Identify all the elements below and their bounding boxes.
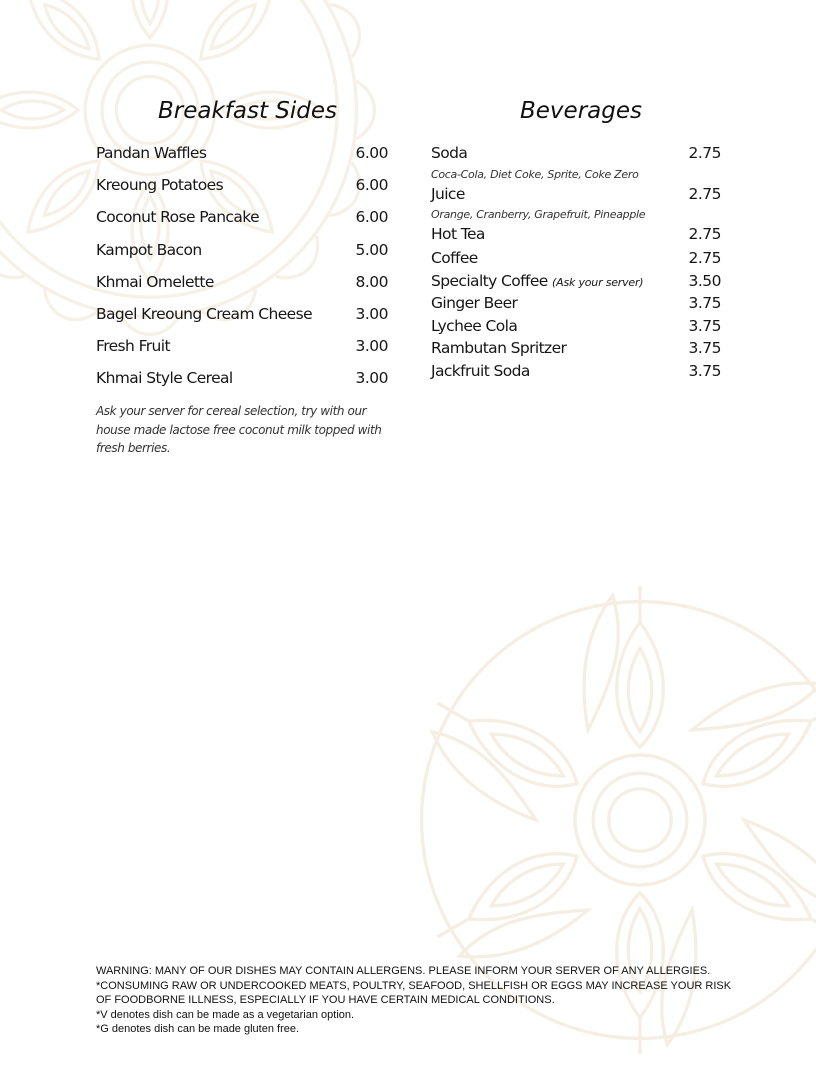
- menu-item: [431, 225, 721, 249]
- allergen-warning: WARNING: MANY OF OUR DISHES MAY CONTAIN ALLERGENS. PLEASE INFORM YOUR SERVER OF ANY ALLERGIES.: [96, 965, 711, 977]
- menu-item: [431, 185, 721, 208]
- item-name: Lychee Cola: [431, 316, 518, 335]
- item-price: 3.75: [688, 316, 721, 335]
- item-name: Juice: [431, 184, 465, 203]
- menu-item: [431, 249, 721, 272]
- menu-item: [431, 362, 721, 385]
- menu-item: [431, 294, 721, 317]
- item-price: 3.75: [688, 339, 721, 357]
- item-name: Khmai Style Cereal: [96, 369, 233, 388]
- gluten-free-legend: *G denotes dish can be made gluten free.: [96, 1023, 300, 1036]
- vegetarian-legend: *V denotes dish can be made as a vegetarian option.: [96, 1008, 355, 1021]
- beverages-list: [431, 144, 721, 384]
- item-price: 3.00: [355, 304, 388, 323]
- item-price: 3.00: [355, 337, 388, 356]
- menu-item: [431, 339, 721, 362]
- item-name: Kampot Bacon: [96, 240, 202, 259]
- item-name: Bagel Kreoung Cream Cheese: [96, 304, 313, 323]
- menu-item: [96, 369, 388, 401]
- item-name: Kreoung Potatoes: [96, 176, 224, 195]
- menu-item: [96, 305, 388, 337]
- item-name: Hot Tea: [431, 225, 485, 243]
- item-price: 3.00: [355, 369, 388, 388]
- consumption-warning-continued: OF FOODBORNE ILLNESS, ESPECIALLY IF YOU HAVE CERTAIN MEDICAL CONDITIONS.: [96, 994, 555, 1007]
- item-price: 3.75: [688, 361, 721, 380]
- menu-item: [96, 273, 388, 305]
- item-price: 6.00: [355, 208, 388, 227]
- item-price: 2.75: [688, 184, 721, 203]
- item-name: Ginger Beer: [431, 294, 518, 312]
- item-name: Fresh Fruit: [96, 337, 170, 356]
- item-price: 2.75: [688, 144, 721, 162]
- beverages-title: Beverages: [520, 98, 642, 124]
- item-description: Coca-Cola, Diet Coke, Sprite, Coke Zero: [431, 167, 639, 181]
- item-name: Jackfruit Soda: [431, 361, 530, 380]
- item-price: 3.75: [688, 294, 721, 312]
- item-name-group: [431, 272, 643, 290]
- item-price: 6.00: [355, 144, 388, 162]
- item-name: Rambutan Spritzer: [431, 339, 567, 357]
- menu-item: [96, 208, 388, 240]
- item-price: 5.00: [355, 240, 388, 259]
- menu-item: [431, 317, 721, 340]
- item-price: 3.50: [688, 271, 721, 290]
- item-aside: (Ask your server): [552, 275, 644, 289]
- item-price: 6.00: [355, 176, 388, 195]
- item-price: 2.75: [688, 249, 721, 267]
- consumption-warning: *CONSUMING RAW OR UNDERCOOKED MEATS, POULTRY, SEAFOOD, SHELLFISH OR EGGS MAY INCREASE YOUR RISK: [96, 979, 732, 992]
- menu-item: [431, 272, 721, 295]
- item-name: Coffee: [431, 249, 478, 267]
- item-price: 2.75: [688, 225, 721, 243]
- cereal-note: Ask your server for cereal selection, try with our house made lactose free coconut milk topped with fresh berries.: [96, 404, 382, 455]
- menu-item: [96, 337, 388, 369]
- menu-item: [96, 241, 388, 273]
- menu-item: [431, 144, 721, 167]
- item-name: Pandan Waffles: [96, 144, 207, 162]
- item-name: Soda: [431, 144, 468, 162]
- breakfast-sides-title: Breakfast Sides: [158, 98, 338, 124]
- allergen-disclaimer: [96, 964, 736, 1037]
- item-name: Khmai Omelette: [96, 272, 214, 291]
- item-name: Coconut Rose Pancake: [96, 208, 260, 227]
- breakfast-sides-list: [96, 144, 388, 402]
- menu-item: [96, 176, 388, 208]
- item-name: Specialty Coffee: [431, 271, 548, 290]
- item-price: 8.00: [355, 272, 388, 291]
- item-description: Orange, Cranberry, Grapefruit, Pineapple: [431, 208, 646, 221]
- menu-item: [96, 144, 388, 176]
